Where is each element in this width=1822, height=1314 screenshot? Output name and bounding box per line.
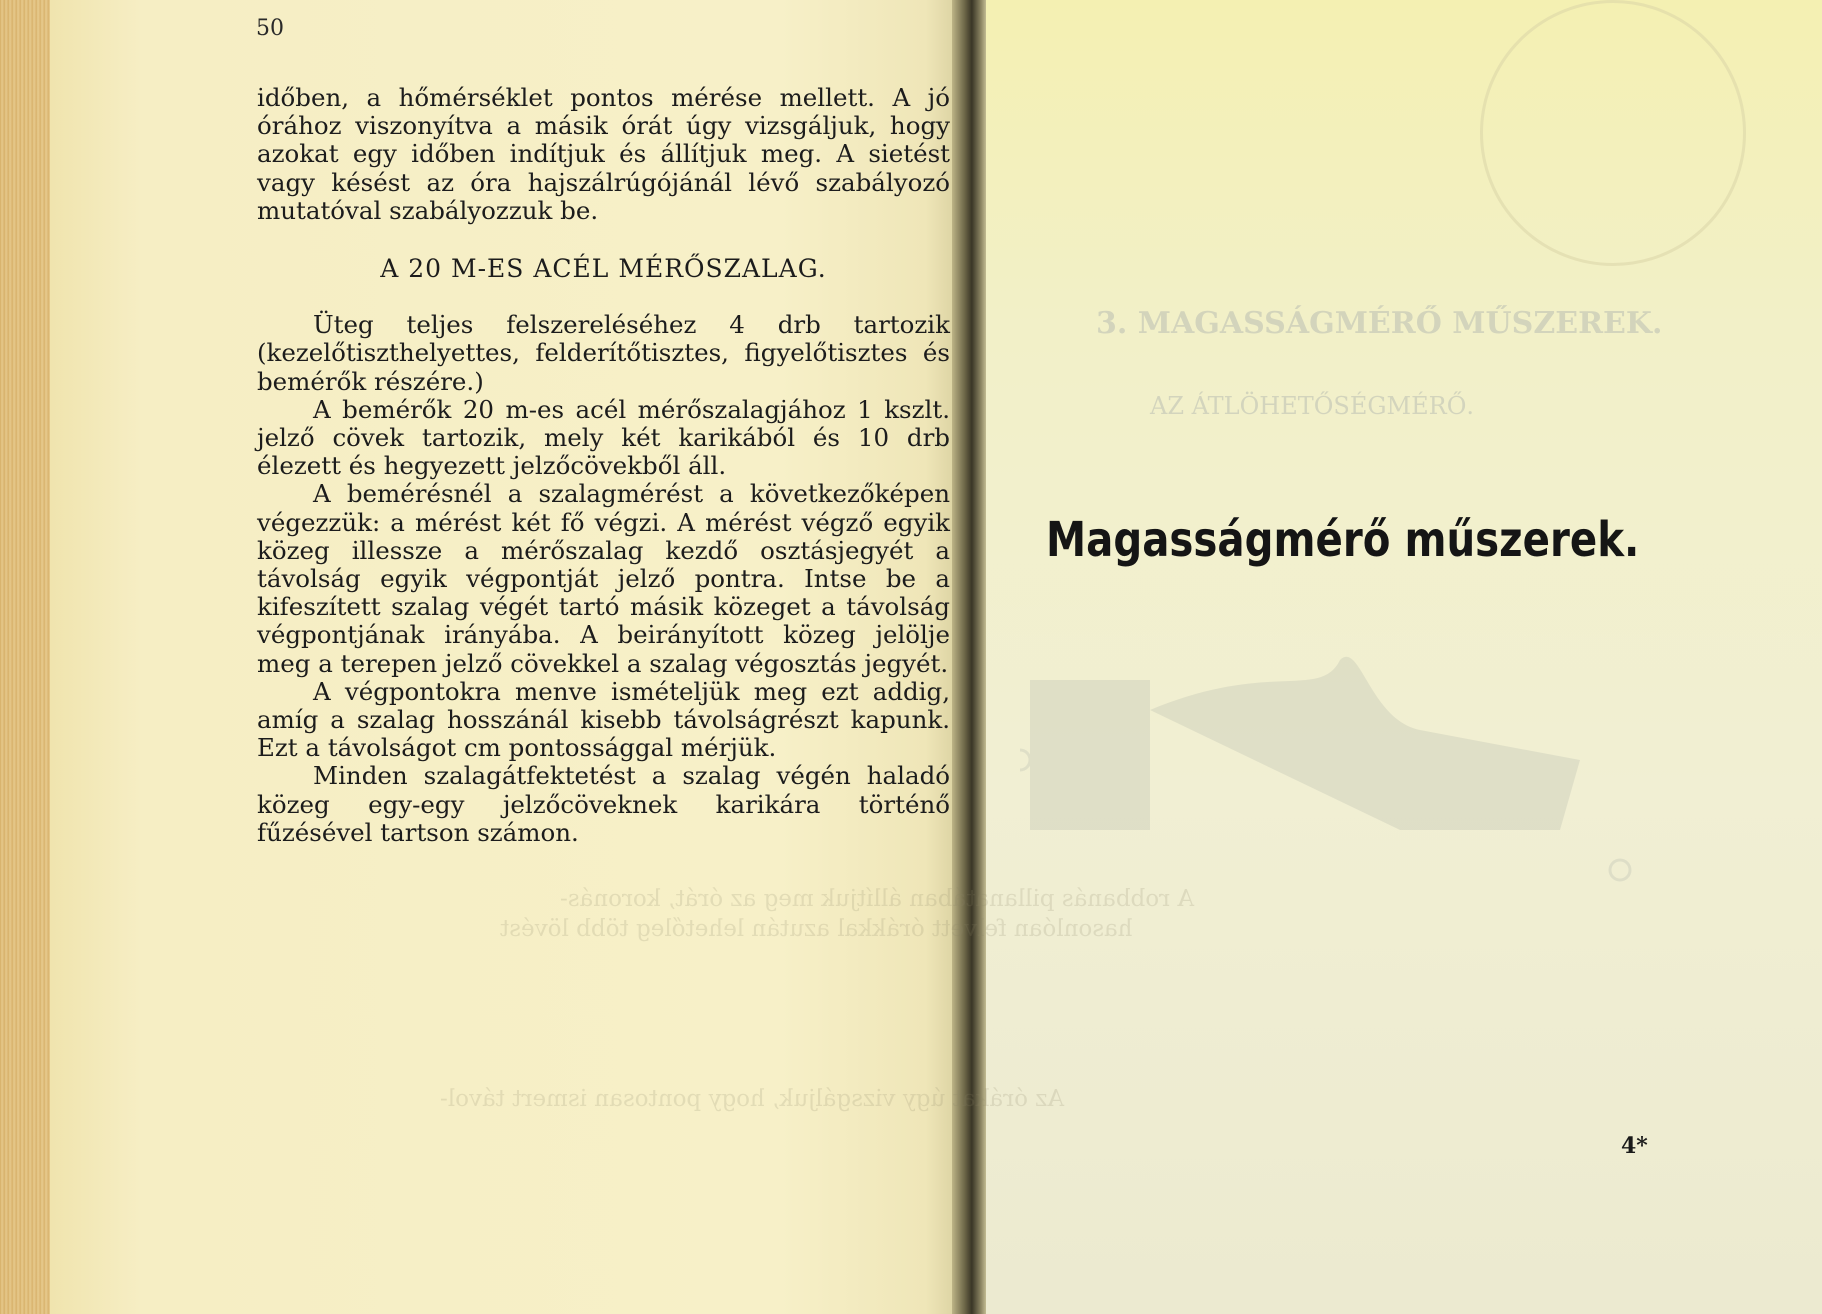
bleed-through: Az órákat úgy vizsgáljuk, hogy pontosan ismert távol- <box>440 1086 1065 1112</box>
paragraph: időben, a hőmérséklet pontos mérése mellett. A jó órához viszonyítva a másik órát úgy vizsgáljuk, hogy azokat egy időben indítjuk és állítjuk meg. A sietést vagy késést az óra hajszálrúgójánál lévő szabályozó mutatóval szabályozzuk be. <box>257 83 950 225</box>
signature-mark: 4* <box>1621 1133 1648 1159</box>
bleed-through-device <box>1020 640 1640 900</box>
paragraph: Minden szalagátfektetést a szalag végén haladó közeg egy-egy jelzőcöveknek karikára történő fűzésével tartson számon. <box>257 761 950 847</box>
paragraph: Üteg teljes felszereléséhez 4 drb tartozik (kezelőtiszthelyettes, felderítőtisztes, figyelőtisztes és bemérők részére.) <box>257 310 950 396</box>
bleed-through: hasonlóan felvett órákkal azután lehetőleg több lövést <box>500 916 1133 942</box>
paragraph: A bemérésnél a szalagmérést a következőképen végezzük: a mérést két fő végzi. A mérést végző egyik közeg illessze a mérőszalag kezdő osztásjegyét a távolság egyik végpontját jelző pontra. Intse be a kifeszített szalag végét tartó másik közeget a távolság végpontjának irányába. A beirányított közeg jelölje meg a terepen jelző cövekkel a szalag végosztás jegyét. <box>257 479 950 678</box>
bleed-through: AZ ÁTLÖHETŐSÉGMÉRŐ. <box>1150 392 1475 420</box>
book-gutter <box>952 0 988 1314</box>
bleed-through-circle <box>1480 0 1746 266</box>
paragraph: A bemérők 20 m-es acél mérőszalagjához 1 kszlt. jelző cövek tartozik, mely két karikából és 10 drb élezett és hegyezett jelzőcövekből áll. <box>257 394 950 481</box>
paragraph: A végpontokra menve ismételjük meg ezt addig, amíg a szalag hosszánál kisebb távolságrészt kapunk. Ezt a távolságot cm pontossággal mérjük. <box>257 676 950 763</box>
bleed-through: A robbanás pillanatában állítjuk meg az órát, koronás- <box>560 886 1195 912</box>
chapter-title: Magasságmérő műszerek. <box>1046 512 1640 568</box>
bleed-through: 3. MAGASSÁGMÉRŐ MŰSZEREK. <box>1096 306 1663 341</box>
page-number: 50 <box>256 16 284 41</box>
section-heading: A 20 M-ES ACÉL MÉRŐSZALAG. <box>380 254 827 284</box>
left-page-text <box>257 84 950 847</box>
